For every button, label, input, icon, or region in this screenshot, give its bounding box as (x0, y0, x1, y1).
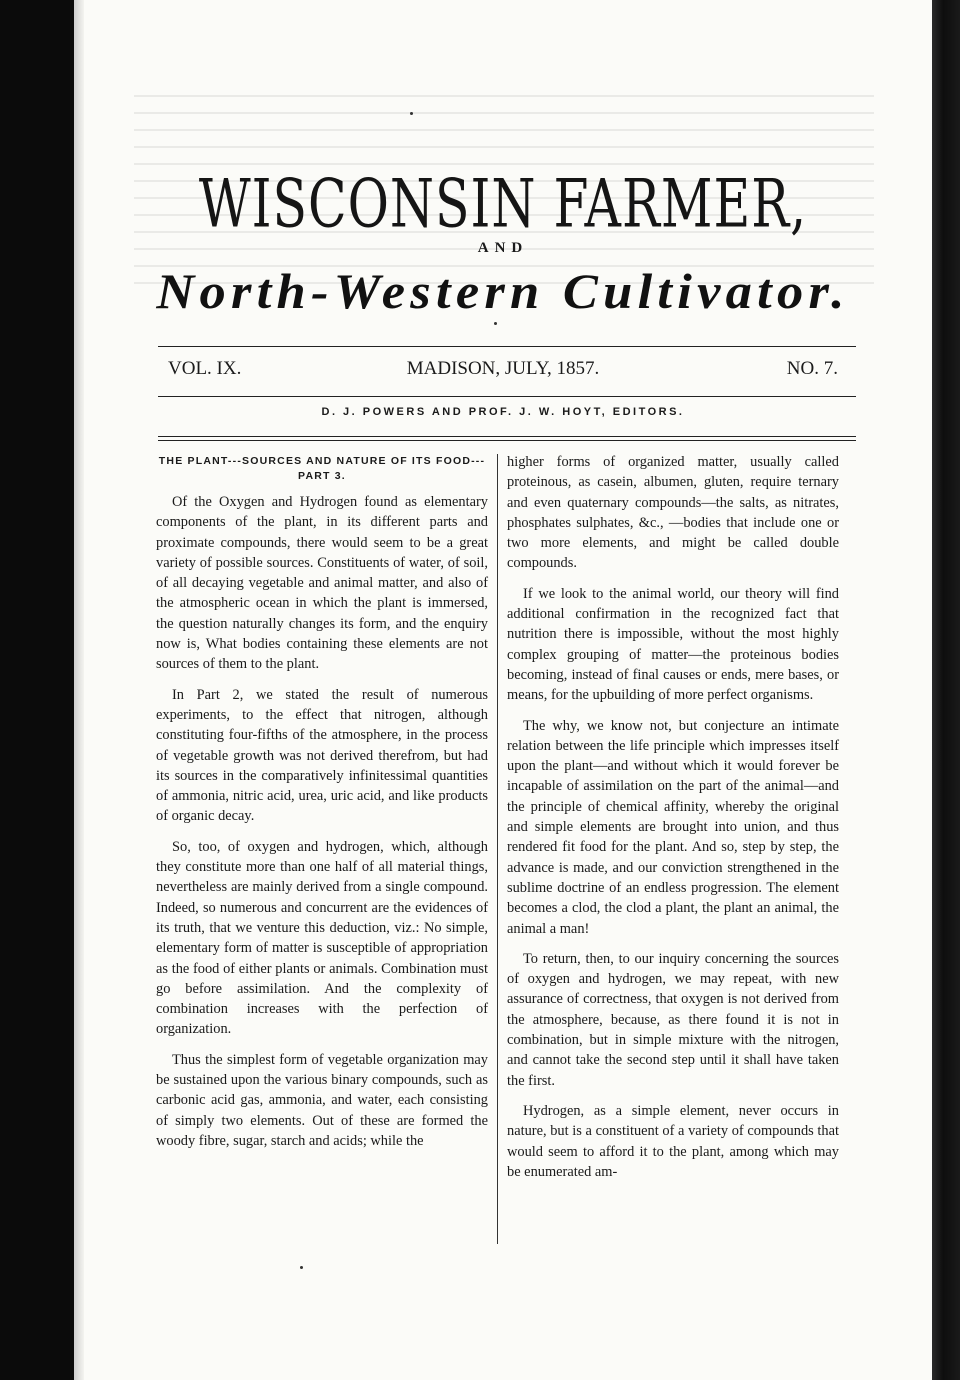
ink-speck (300, 1266, 303, 1269)
rule-above-columns-double (158, 440, 856, 441)
scan-border-left (0, 0, 74, 1380)
article-column-right (507, 452, 839, 1192)
newspaper-page (74, 0, 932, 1380)
article-paragraph: In Part 2, we stated the result of numerous experiments, to the effect that nitrogen, although constituting four-fifths of the atmosphere, in the process of vegetable growth was not derived therefrom, but had its sources in the comparatively infinitessimal quantities of ammonia, nitric acid, urea, uric acid, and like products of organic decay. (156, 686, 488, 825)
editors-line: D. J. POWERS AND PROF. J. W. HOYT, EDITORS. (321, 406, 685, 418)
article-column-left (156, 452, 488, 1161)
scan-border-right (932, 0, 960, 1380)
volume-number: VOL. IX. (168, 358, 242, 379)
article-paragraph: higher forms of organized matter, usually called proteinous, as casein, albumen, gluten, require ternary and even quaternary compounds—the salts, as nitrates, phosphates sulphates, &c., —bodies that include one or two more elements, and might be called double compounds. (507, 454, 839, 572)
article-paragraph: To return, then, to our inquiry concerning the sources of oxygen and hydrogen, we may repeat, with new assurance of correctness, that oxygen is not derived from the atmosphere, because, as there found it is not in combination, but in simple mixture with the nitrogen, and cannot take the second step until it shall have taken the first. (507, 950, 839, 1089)
place-date: MADISON, JULY, 1857. (406, 358, 600, 379)
masthead-and: AND (477, 240, 529, 256)
article-paragraph: So, too, of oxygen and hydrogen, which, although they constitute more than one half of all material things, nevertheless are mainly derived from a single compound. Indeed, so numerous and concurrent are the evidences of its truth, that we venture this deduction, viz.: No simple, elementary form of matter is susceptible of appropriation as the food of either plants or animals. Combination must go before assimilation. And the complexity of combination increases with the perfection of organization. (156, 838, 488, 1038)
issue-number: NO. 7. (786, 358, 838, 379)
article-paragraph: Of the Oxygen and Hydrogen found as elementary components of the plant, in its different parts and proximate compounds, there would seem to be a great variety of possible sources. Constituents of water, of soil, of all decaying vegetable and animal matter, and also of the atmospheric ocean in which the plant is immersed, the question naturally changes its form, and the enquiry now is, What bodies containing these elements are not sources of them to the plant. (156, 494, 488, 673)
masthead-subtitle: North-Western Cultivator. (156, 263, 850, 319)
column-divider (497, 454, 498, 1244)
ink-speck (410, 112, 413, 115)
rule-below-issue (158, 396, 856, 397)
article-paragraph: The why, we know not, but conjecture an intimate relation between the life principle which impresses itself upon the plant—and without which it would forever be incapable of assimilation on the part of the animal—and the principle of chemical affinity, whereby the original and simple elements are brought into union, and thus rendered fit food for the plant. And so, step by step, the advance is made, and our conviction strengthened in the sublime doctrine of an endless progression. The element becomes a clod, the clod a plant, the plant an animal, the animal a man! (507, 717, 839, 937)
rule-top (158, 346, 856, 347)
rule-above-columns (158, 436, 856, 437)
article-paragraph: Hydrogen, as a simple element, never occurs in nature, but is a constituent of a variety of compounds that would seem to afford it to the plant, among which may be enumerated am- (507, 1102, 839, 1180)
issue-line (168, 358, 838, 384)
article-heading: THE PLANT---SOURCES AND NATURE OF ITS FOOD---PART 3. (158, 455, 486, 482)
masthead-title: WISCONSIN FARMER, (198, 166, 808, 243)
ink-speck (494, 322, 497, 325)
article-paragraph: If we look to the animal world, our theory will find additional confirmation in the recognized fact that nutrition there is impossible, without the most highly complex grouping of matter—the proteinous bodies becoming, instead of final causes or ends, mere bases, or means, for the upbuilding of more perfect organisms. (507, 585, 839, 704)
article-paragraph: Thus the simplest form of vegetable organization may be sustained upon the various binary compounds, such as carbonic acid gas, ammonia, and water, each consisting of simply two elements. Out of these are formed the woody fibre, sugar, starch and acids; while the (156, 1051, 488, 1149)
